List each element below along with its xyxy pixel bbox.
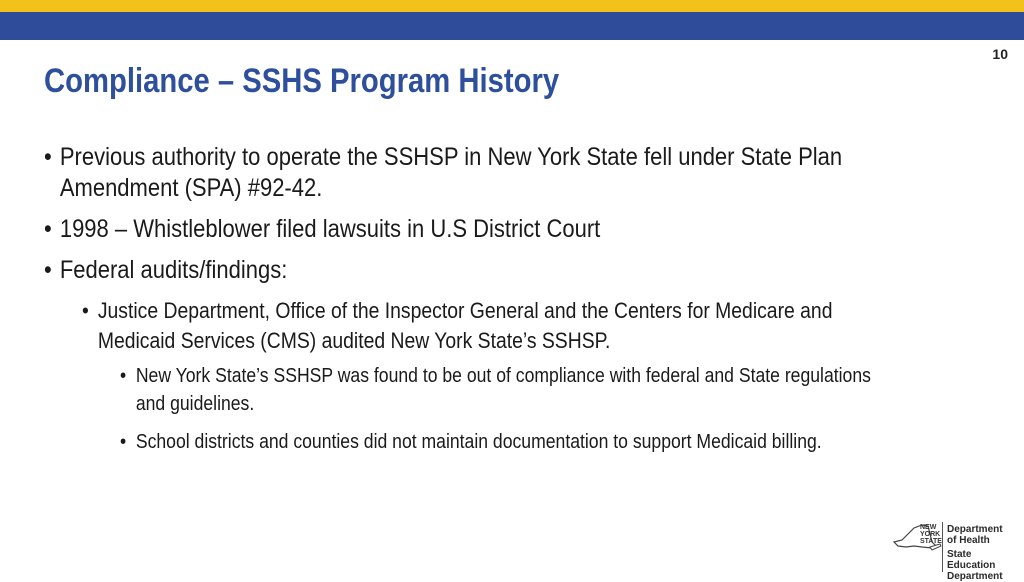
bullet-whistleblower: • 1998 – Whistleblower filed lawsuits in U.S District Court [44, 214, 905, 245]
sub-sub-bullet-documentation: • School districts and counties did not maintain documentation to support Medicaid billing. [120, 428, 875, 456]
logo-divider [942, 522, 943, 572]
nys-department-logo [892, 520, 1022, 582]
bullet-previous-authority: • Previous authority to operate the SSHSP in New York State fell under State Plan Amendment (SPA) #92-42. [44, 142, 905, 204]
sub-bullet-justice-department: • Justice Department, Office of the Inspector General and the Centers for Medicare and Medicaid Services (CMS) audited New York State’s SSHSP. [82, 296, 890, 356]
slide-content [44, 142, 944, 466]
department-of-health-label: Department of Health [947, 524, 1003, 546]
nys-wordmark: NEW YORK STATE [920, 524, 942, 545]
header-blue-bar [0, 12, 1024, 40]
bullet-federal-audits: • Federal audits/findings: [44, 255, 905, 286]
state-education-department-label: State Education Department [947, 549, 1003, 582]
slide-number: 10 [992, 46, 1008, 62]
header-gold-bar [0, 0, 1024, 12]
sub-sub-bullet-noncompliance: • New York State’s SSHSP was found to be out of compliance with federal and State regulations and guidelines. [120, 362, 875, 418]
slide-title: Compliance – SSHS Program History [44, 62, 560, 100]
